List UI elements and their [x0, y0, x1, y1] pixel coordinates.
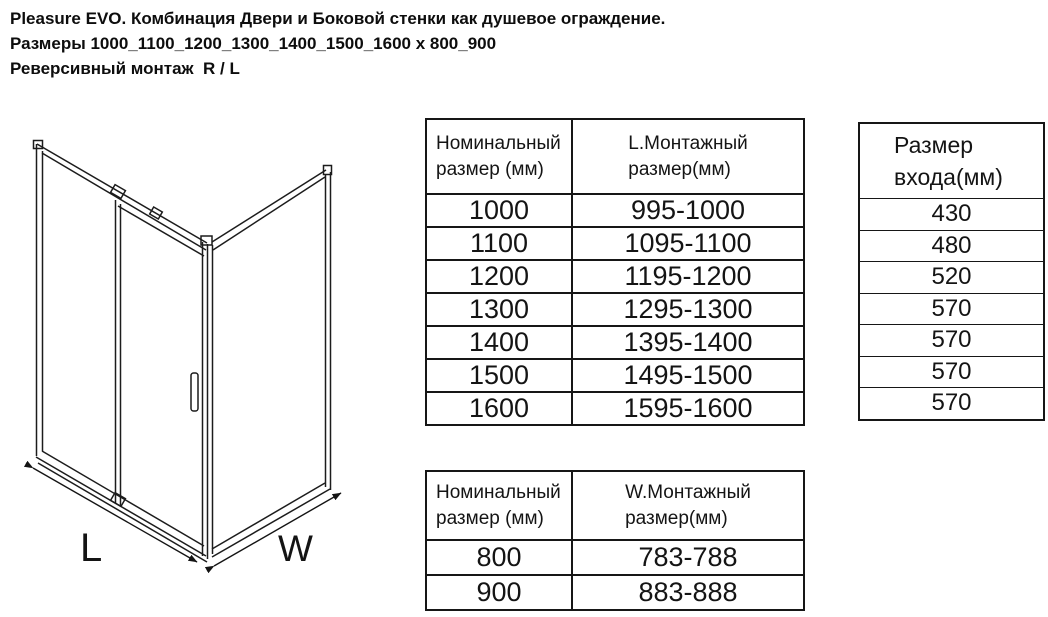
entry-size-cell: 570 [931, 357, 972, 385]
mounting-size-cell: 995-1000 [630, 195, 746, 225]
nominal-size-cell: 1000 [427, 195, 573, 226]
entry-size-cell: 480 [931, 231, 972, 259]
table-header-row [427, 472, 803, 539]
sizes-line: Размеры 1000_1100_1200_1300_1400_1500_1600 x 800_900 [10, 34, 497, 53]
length-mounting-table [425, 118, 805, 426]
table-row [860, 261, 1043, 293]
table-row [427, 391, 803, 424]
nominal-size-header: Номинальный размер (мм) [427, 472, 573, 539]
width-dimension [214, 493, 341, 569]
entry-size-cell: 430 [931, 200, 972, 228]
nominal-size-header: Номинальный размер (мм) [427, 120, 573, 193]
width-label: W [278, 528, 313, 569]
nominal-size-cell: 1300 [427, 294, 573, 325]
mounting-size-cell: 783-788 [638, 542, 738, 572]
side-wall [212, 166, 332, 558]
mounting-size-cell: 1195-1200 [624, 261, 752, 291]
nominal-size-cell: 1200 [427, 261, 573, 292]
table-row [427, 358, 803, 391]
mounting-size-cell: 883-888 [638, 577, 738, 607]
width-mounting-table [425, 470, 805, 611]
entry-size-cell: 520 [931, 263, 972, 291]
table-row [860, 356, 1043, 388]
table-row [427, 574, 803, 609]
door-guide-icon [111, 493, 126, 507]
front-panel [34, 141, 213, 563]
mounting-size-cell: 1295-1300 [623, 294, 753, 324]
table-row [860, 387, 1043, 419]
mounting-size-cell: 1395-1400 [623, 327, 753, 357]
table-row [427, 325, 803, 358]
table-row [427, 259, 803, 292]
nominal-size-cell: 900 [427, 576, 573, 609]
product-title: Pleasure EVO. Комбинация Двери и Боковой стенки как душевое ограждение. [10, 9, 666, 28]
nominal-size-cell: 800 [427, 541, 573, 574]
entry-size-header: Размер входа(мм) [894, 132, 1003, 190]
entry-size-cell: 570 [931, 389, 972, 417]
table-header-row [860, 124, 1043, 198]
mounting-size-cell: 1495-1500 [623, 360, 753, 390]
mounting-size-cell: 1595-1600 [623, 393, 753, 423]
table-row [427, 193, 803, 226]
door-handle [191, 373, 198, 411]
length-label: L [80, 526, 103, 570]
nominal-size-cell: 1500 [427, 360, 573, 391]
table-row [860, 230, 1043, 262]
title-block [10, 6, 665, 81]
table-row [427, 292, 803, 325]
entry-size-table [858, 122, 1045, 421]
table-row [427, 226, 803, 259]
nominal-size-cell: 1100 [427, 228, 573, 259]
table-row [860, 324, 1043, 356]
table-row [860, 198, 1043, 230]
enclosure-diagram [0, 110, 420, 617]
entry-size-cell: 570 [931, 294, 972, 322]
table-header-row [427, 120, 803, 193]
nominal-size-cell: 1400 [427, 327, 573, 358]
nominal-size-cell: 1600 [427, 393, 573, 424]
l-mounting-size-header: L.Монтажный размер(мм) [628, 132, 748, 180]
w-mounting-size-header: W.Монтажный размер(мм) [625, 481, 751, 529]
entry-size-cell: 570 [931, 326, 972, 354]
mounting-line: Реверсивный монтаж R / L [10, 59, 240, 78]
table-row [427, 539, 803, 574]
mounting-size-cell: 1095-1100 [624, 228, 752, 258]
table-row [860, 293, 1043, 325]
